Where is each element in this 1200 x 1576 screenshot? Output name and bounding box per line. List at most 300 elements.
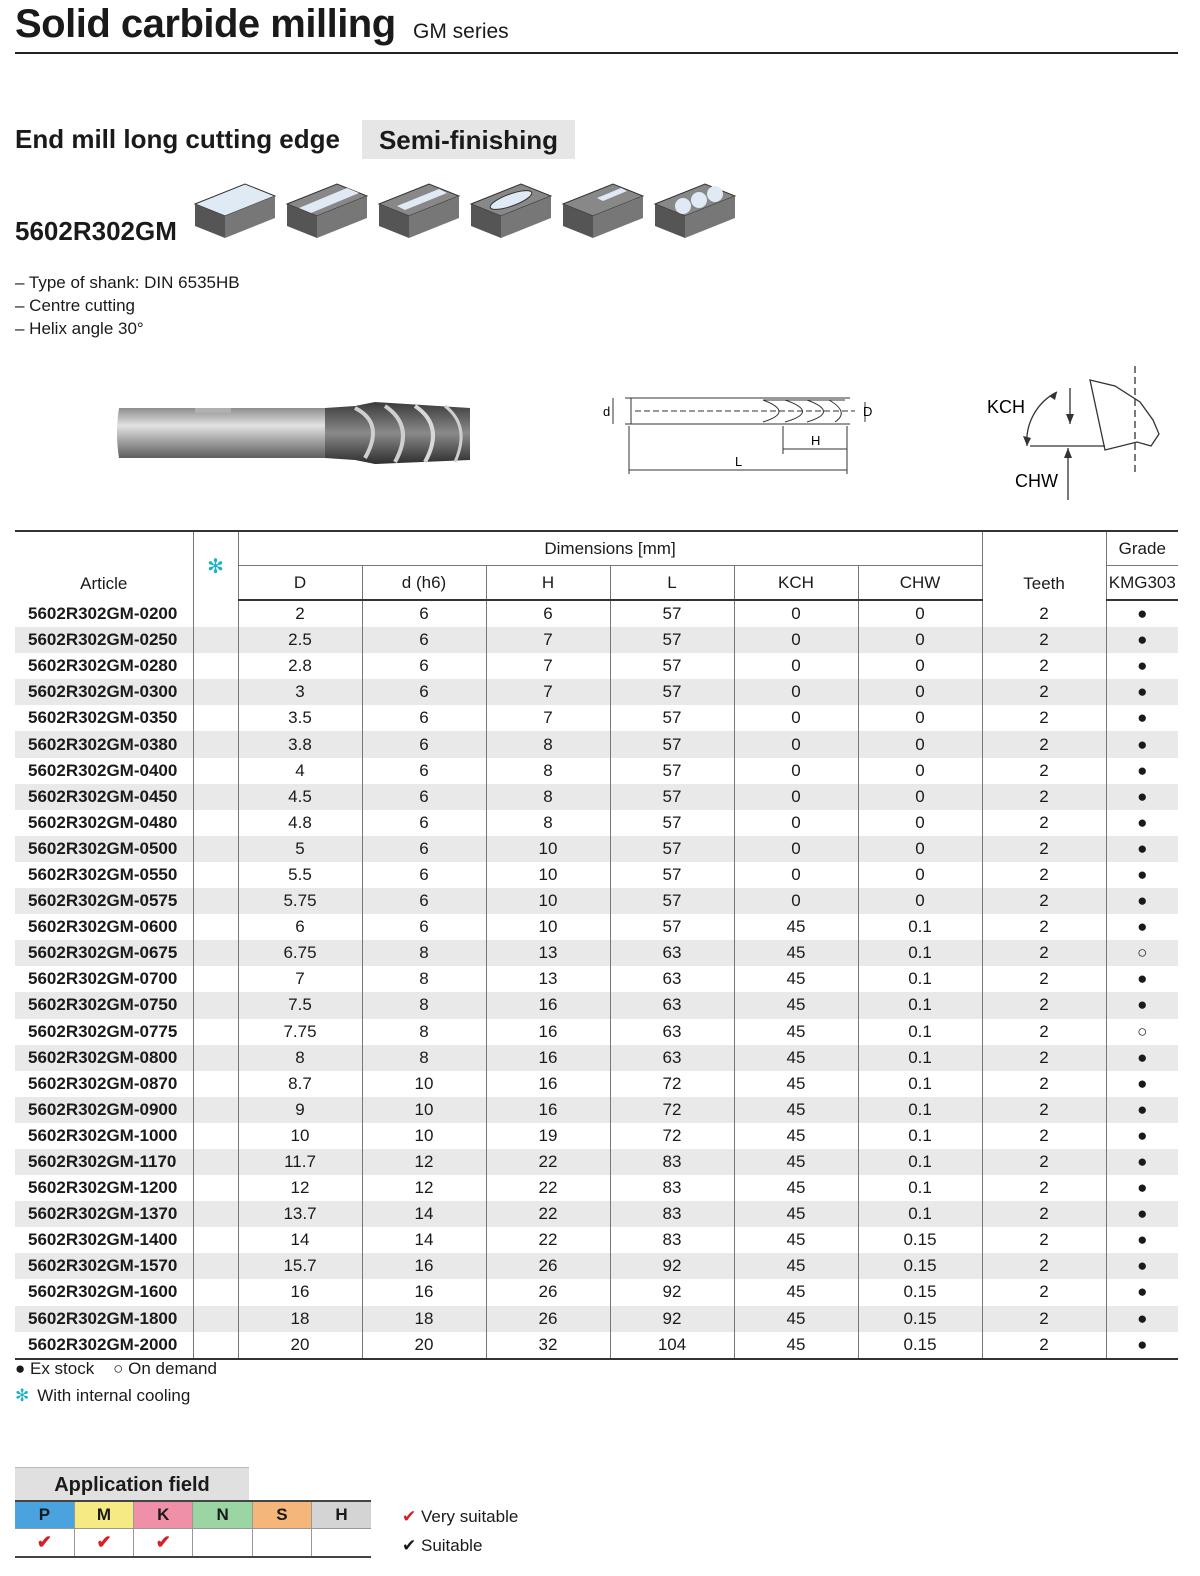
feature-list — [15, 271, 240, 340]
d-cell: 20 — [362, 1332, 486, 1359]
teeth-header: Teeth — [982, 531, 1106, 600]
article-cell: 5602R302GM-0280 — [28, 656, 178, 676]
table-row — [15, 888, 1178, 914]
L-cell: 57 — [610, 627, 734, 653]
cooling-header — [193, 531, 238, 600]
D-cell: 6.75 — [238, 940, 362, 966]
table-row — [15, 1227, 1178, 1253]
KCH-cell: 45 — [734, 1071, 858, 1097]
L-cell: 57 — [610, 784, 734, 810]
d-cell: 6 — [362, 705, 486, 731]
cooling-cell — [193, 1149, 238, 1175]
D-cell: 3.8 — [238, 731, 362, 757]
availability-cell: ● — [1106, 1045, 1178, 1071]
H-cell: 16 — [486, 992, 610, 1018]
teeth-cell: 2 — [982, 1071, 1106, 1097]
CHW-cell: 0 — [858, 705, 982, 731]
CHW-cell: 0.1 — [858, 1045, 982, 1071]
teeth-cell: 2 — [982, 966, 1106, 992]
D-cell: 11.7 — [238, 1149, 362, 1175]
cooling-cell — [193, 1253, 238, 1279]
on-demand-legend: ○ On demand — [113, 1359, 217, 1378]
d-cell: 10 — [362, 1097, 486, 1123]
feature-item: – Helix angle 30° — [15, 319, 144, 338]
stock-legend — [15, 1359, 217, 1379]
CHW-cell: 0 — [858, 888, 982, 914]
H-cell: 10 — [486, 862, 610, 888]
CHW-cell: 0.1 — [858, 966, 982, 992]
suitability-mark — [193, 1529, 252, 1558]
H-cell: 26 — [486, 1306, 610, 1332]
CHW-cell: 0.1 — [858, 1071, 982, 1097]
teeth-cell: 2 — [982, 1123, 1106, 1149]
kch-label: KCH — [987, 397, 1026, 417]
CHW-cell: 0 — [858, 627, 982, 653]
H-cell: 13 — [486, 940, 610, 966]
availability-cell: ● — [1106, 1279, 1178, 1305]
teeth-cell: 2 — [982, 679, 1106, 705]
col-KCH-header: KCH — [734, 566, 858, 601]
H-cell: 16 — [486, 1097, 610, 1123]
availability-cell: ● — [1106, 758, 1178, 784]
col-L-header: L — [610, 566, 734, 601]
article-cell: 5602R302GM-1170 — [15, 1149, 193, 1175]
D-cell: 18 — [238, 1306, 362, 1332]
teeth-cell: 2 — [982, 1306, 1106, 1332]
availability-cell: ● — [1106, 1123, 1178, 1149]
D-cell: 15.7 — [238, 1253, 362, 1279]
specification-table — [15, 530, 1178, 1360]
KCH-cell: 45 — [734, 1019, 858, 1045]
cooling-cell — [193, 1123, 238, 1149]
CHW-cell: 0.15 — [858, 1227, 982, 1253]
teeth-cell: 2 — [982, 1045, 1106, 1071]
length-H-label: H — [811, 433, 821, 448]
CHW-cell: 0.15 — [858, 1306, 982, 1332]
cooling-cell — [193, 862, 238, 888]
d-cell: 8 — [362, 1045, 486, 1071]
L-cell: 83 — [610, 1149, 734, 1175]
L-cell: 63 — [610, 1045, 734, 1071]
KCH-cell: 45 — [734, 1253, 858, 1279]
cooling-cell — [193, 992, 238, 1018]
D-cell: 3 — [238, 679, 362, 705]
teeth-cell: 2 — [982, 731, 1106, 757]
availability-cell: ● — [1106, 966, 1178, 992]
cooling-cell — [193, 758, 238, 784]
H-cell: 22 — [486, 1201, 610, 1227]
article-cell: 5602R302GM-0775 — [28, 1021, 178, 1041]
KCH-cell: 45 — [734, 1097, 858, 1123]
KCH-cell: 0 — [734, 888, 858, 914]
table-body — [15, 600, 1178, 1359]
H-cell: 26 — [486, 1279, 610, 1305]
shoulder-milling-icon — [287, 184, 367, 238]
article-cell: 5602R302GM-1400 — [28, 1230, 178, 1250]
table-row — [15, 1123, 1178, 1149]
CHW-cell: 0 — [858, 731, 982, 757]
availability-cell: ● — [1106, 731, 1178, 757]
L-cell: 57 — [610, 836, 734, 862]
H-cell: 7 — [486, 705, 610, 731]
availability-cell: ● — [1106, 1201, 1178, 1227]
CHW-cell: 0 — [858, 810, 982, 836]
D-cell: 6 — [238, 914, 362, 940]
availability-cell: ● — [1106, 1149, 1178, 1175]
article-cell: 5602R302GM-1800 — [15, 1306, 193, 1332]
table-row — [15, 862, 1178, 888]
snowflake-icon: ✻ — [15, 1386, 30, 1405]
D-cell: 2.5 — [238, 627, 362, 653]
cooling-cell — [193, 1227, 238, 1253]
D-cell: 20 — [238, 1332, 362, 1359]
availability-cell: ● — [1106, 914, 1178, 940]
KCH-cell: 45 — [734, 1149, 858, 1175]
table-row — [15, 627, 1178, 653]
D-cell: 5 — [238, 836, 362, 862]
CHW-cell: 0 — [858, 600, 982, 627]
table-row — [15, 992, 1178, 1018]
L-cell: 92 — [610, 1253, 734, 1279]
CHW-cell: 0.1 — [858, 1149, 982, 1175]
cooling-cell — [193, 1201, 238, 1227]
article-cell: 5602R302GM-0600 — [28, 917, 178, 937]
teeth-cell: 2 — [982, 1175, 1106, 1201]
KCH-cell: 0 — [734, 758, 858, 784]
KCH-cell: 45 — [734, 992, 858, 1018]
table-row — [15, 810, 1178, 836]
d-cell: 8 — [362, 992, 486, 1018]
L-cell: 57 — [610, 758, 734, 784]
cooling-cell — [193, 600, 238, 627]
d-cell: 14 — [362, 1201, 486, 1227]
diameter-D-label: D — [863, 404, 873, 419]
table-row — [15, 705, 1178, 731]
d-cell: 6 — [362, 679, 486, 705]
teeth-cell: 2 — [982, 940, 1106, 966]
D-cell: 8 — [238, 1045, 362, 1071]
teeth-cell: 2 — [982, 627, 1106, 653]
diameter-d-label: d — [603, 404, 611, 419]
d-cell: 6 — [362, 862, 486, 888]
H-cell: 10 — [486, 888, 610, 914]
article-cell: 5602R302GM-0480 — [28, 812, 178, 832]
L-cell: 83 — [610, 1201, 734, 1227]
L-cell: 57 — [610, 731, 734, 757]
feature-item: – Centre cutting — [15, 296, 136, 315]
availability-cell: ○ — [1106, 940, 1178, 966]
material-m: M — [74, 1501, 133, 1529]
KCH-cell: 45 — [734, 1175, 858, 1201]
dimension-drawing — [595, 382, 890, 482]
teeth-cell: 2 — [982, 992, 1106, 1018]
table-row — [15, 600, 1178, 627]
grade-name-header: KMG303 — [1106, 566, 1178, 601]
KCH-cell: 45 — [734, 1306, 858, 1332]
ramping-icon — [563, 184, 643, 238]
teeth-cell: 2 — [982, 836, 1106, 862]
operation-badge: Semi-finishing — [362, 120, 575, 159]
L-cell: 72 — [610, 1071, 734, 1097]
suitability-legend — [402, 1502, 518, 1560]
d-cell: 12 — [362, 1175, 486, 1201]
article-header: Article — [15, 531, 193, 600]
L-cell: 63 — [610, 940, 734, 966]
d-cell: 6 — [362, 784, 486, 810]
article-cell: 5602R302GM-0300 — [15, 679, 193, 705]
D-cell: 13.7 — [238, 1201, 362, 1227]
col-CHW-header: CHW — [858, 566, 982, 601]
article-cell: 5602R302GM-0500 — [15, 836, 193, 862]
CHW-cell: 0 — [858, 862, 982, 888]
H-cell: 22 — [486, 1227, 610, 1253]
KCH-cell: 45 — [734, 1227, 858, 1253]
suitability-mark: ✔ — [74, 1529, 133, 1558]
availability-cell: ● — [1106, 1306, 1178, 1332]
suitability-mark: ✔ — [134, 1529, 193, 1558]
article-cell: 5602R302GM-0400 — [28, 760, 178, 780]
very-suitable-label: Very suitable — [420, 1507, 519, 1526]
availability-cell: ○ — [1106, 1019, 1178, 1045]
availability-cell: ● — [1106, 888, 1178, 914]
KCH-cell: 0 — [734, 862, 858, 888]
material-s: S — [252, 1501, 311, 1529]
table-row — [15, 836, 1178, 862]
material-k: K — [134, 1501, 193, 1529]
d-cell: 6 — [362, 810, 486, 836]
H-cell: 7 — [486, 653, 610, 679]
D-cell: 9 — [238, 1097, 362, 1123]
table-row — [15, 758, 1178, 784]
d-cell: 8 — [362, 940, 486, 966]
d-cell: 18 — [362, 1306, 486, 1332]
KCH-cell: 45 — [734, 1045, 858, 1071]
L-cell: 57 — [610, 810, 734, 836]
teeth-cell: 2 — [982, 1097, 1106, 1123]
teeth-cell: 2 — [982, 914, 1106, 940]
section-title: End mill long cutting edge — [15, 124, 340, 154]
teeth-cell: 2 — [982, 888, 1106, 914]
col-d-header: d (h6) — [362, 566, 486, 601]
H-cell: 10 — [486, 914, 610, 940]
teeth-cell: 2 — [982, 1279, 1106, 1305]
availability-cell: ● — [1106, 600, 1178, 627]
KCH-cell: 45 — [734, 940, 858, 966]
cooling-cell — [193, 1071, 238, 1097]
H-cell: 16 — [486, 1019, 610, 1045]
teeth-cell: 2 — [982, 758, 1106, 784]
D-cell: 16 — [238, 1279, 362, 1305]
KCH-cell: 0 — [734, 784, 858, 810]
teeth-cell: 2 — [982, 862, 1106, 888]
article-cell: 5602R302GM-2000 — [15, 1332, 193, 1359]
L-cell: 57 — [610, 914, 734, 940]
article-cell: 5602R302GM-0870 — [28, 1073, 178, 1093]
cooling-cell — [193, 966, 238, 992]
H-cell: 7 — [486, 627, 610, 653]
H-cell: 16 — [486, 1045, 610, 1071]
d-cell: 10 — [362, 1071, 486, 1097]
L-cell: 57 — [610, 705, 734, 731]
D-cell: 7.5 — [238, 992, 362, 1018]
cooling-cell — [193, 940, 238, 966]
CHW-cell: 0.1 — [858, 1097, 982, 1123]
table-row — [15, 1071, 1178, 1097]
article-cell: 5602R302GM-0250 — [15, 627, 193, 653]
article-cell: 5602R302GM-1600 — [28, 1282, 178, 1302]
L-cell: 63 — [610, 1019, 734, 1045]
suitability-mark — [312, 1529, 371, 1558]
material-codes-row — [15, 1501, 371, 1529]
H-cell: 22 — [486, 1149, 610, 1175]
article-cell: 5602R302GM-0200 — [28, 603, 178, 623]
article-cell: 5602R302GM-0900 — [15, 1097, 193, 1123]
d-cell: 6 — [362, 914, 486, 940]
cooling-cell — [193, 1175, 238, 1201]
table-row — [15, 1019, 1178, 1045]
chamfer-diagram — [975, 362, 1175, 507]
availability-cell: ● — [1106, 653, 1178, 679]
cooling-cell — [193, 731, 238, 757]
table-row — [15, 1149, 1178, 1175]
application-field — [15, 1467, 371, 1558]
availability-cell: ● — [1106, 784, 1178, 810]
D-cell: 2.8 — [238, 653, 362, 679]
H-cell: 26 — [486, 1253, 610, 1279]
availability-cell: ● — [1106, 862, 1178, 888]
slot-milling-icon — [379, 184, 459, 238]
cooling-cell — [193, 653, 238, 679]
D-cell: 5.5 — [238, 862, 362, 888]
L-cell: 57 — [610, 600, 734, 627]
D-cell: 5.75 — [238, 888, 362, 914]
availability-cell: ● — [1106, 1332, 1178, 1359]
availability-cell: ● — [1106, 1097, 1178, 1123]
KCH-cell: 0 — [734, 836, 858, 862]
red-check-icon: ✔ — [402, 1507, 417, 1526]
H-cell: 32 — [486, 1332, 610, 1359]
cooling-cell — [193, 784, 238, 810]
KCH-cell: 0 — [734, 810, 858, 836]
L-cell: 72 — [610, 1123, 734, 1149]
article-cell: 5602R302GM-0450 — [15, 784, 193, 810]
suitability-mark — [252, 1529, 311, 1558]
table-row — [15, 784, 1178, 810]
KCH-cell: 45 — [734, 966, 858, 992]
table-row — [15, 1097, 1178, 1123]
L-cell: 63 — [610, 966, 734, 992]
dimensions-header: Dimensions [mm] — [238, 531, 982, 566]
D-cell: 3.5 — [238, 705, 362, 731]
article-cell: 5602R302GM-0350 — [28, 708, 178, 728]
d-cell: 6 — [362, 888, 486, 914]
teeth-cell: 2 — [982, 1201, 1106, 1227]
col-H-header: H — [486, 566, 610, 601]
CHW-cell: 0.1 — [858, 940, 982, 966]
d-cell: 8 — [362, 1019, 486, 1045]
d-cell: 16 — [362, 1253, 486, 1279]
KCH-cell: 0 — [734, 600, 858, 627]
teeth-cell: 2 — [982, 600, 1106, 627]
end-mill-photo — [115, 398, 475, 468]
table-row — [15, 1175, 1178, 1201]
KCH-cell: 0 — [734, 679, 858, 705]
D-cell: 2 — [238, 600, 362, 627]
title-divider — [15, 52, 1178, 54]
article-cell: 5602R302GM-0550 — [28, 864, 178, 884]
cooling-legend-text: With internal cooling — [37, 1386, 191, 1405]
table-row — [15, 1306, 1178, 1332]
article-cell: 5602R302GM-0675 — [15, 940, 193, 966]
H-cell: 19 — [486, 1123, 610, 1149]
H-cell: 10 — [486, 836, 610, 862]
d-cell: 14 — [362, 1227, 486, 1253]
table-row — [15, 1201, 1178, 1227]
table-row — [15, 940, 1178, 966]
application-table — [15, 1500, 371, 1558]
table-row — [15, 679, 1178, 705]
teeth-cell: 2 — [982, 810, 1106, 836]
cooling-cell — [193, 1279, 238, 1305]
product-code: 5602R302GM — [15, 216, 177, 246]
H-cell: 8 — [486, 758, 610, 784]
L-cell: 57 — [610, 888, 734, 914]
cooling-legend — [15, 1386, 190, 1406]
D-cell: 4.8 — [238, 810, 362, 836]
d-cell: 6 — [362, 836, 486, 862]
D-cell: 7 — [238, 966, 362, 992]
L-cell: 72 — [610, 1097, 734, 1123]
availability-cell: ● — [1106, 627, 1178, 653]
d-cell: 16 — [362, 1279, 486, 1305]
table-row — [15, 1279, 1178, 1305]
CHW-cell: 0.15 — [858, 1332, 982, 1359]
cooling-cell — [193, 836, 238, 862]
CHW-cell: 0.1 — [858, 914, 982, 940]
L-cell: 57 — [610, 679, 734, 705]
teeth-cell: 2 — [982, 1149, 1106, 1175]
face-milling-icon — [195, 184, 275, 238]
L-cell: 92 — [610, 1279, 734, 1305]
cooling-cell — [193, 1306, 238, 1332]
KCH-cell: 45 — [734, 1332, 858, 1359]
D-cell: 4.5 — [238, 784, 362, 810]
cooling-cell — [193, 1019, 238, 1045]
L-cell: 92 — [610, 1306, 734, 1332]
table-row — [15, 1045, 1178, 1071]
material-p: P — [15, 1501, 74, 1529]
d-cell: 6 — [362, 731, 486, 757]
CHW-cell: 0.1 — [858, 992, 982, 1018]
KCH-cell: 45 — [734, 914, 858, 940]
d-cell: 6 — [362, 653, 486, 679]
teeth-cell: 2 — [982, 1019, 1106, 1045]
CHW-cell: 0 — [858, 679, 982, 705]
CHW-cell: 0 — [858, 653, 982, 679]
H-cell: 8 — [486, 731, 610, 757]
cooling-cell — [193, 679, 238, 705]
D-cell: 7.75 — [238, 1019, 362, 1045]
application-field-title: Application field — [15, 1467, 249, 1500]
article-cell: 5602R302GM-1370 — [15, 1201, 193, 1227]
cooling-cell — [193, 810, 238, 836]
H-cell: 22 — [486, 1175, 610, 1201]
D-cell: 8.7 — [238, 1071, 362, 1097]
teeth-cell: 2 — [982, 705, 1106, 731]
KCH-cell: 0 — [734, 627, 858, 653]
snowflake-icon: ✻ — [207, 555, 224, 578]
KCH-cell: 0 — [734, 653, 858, 679]
